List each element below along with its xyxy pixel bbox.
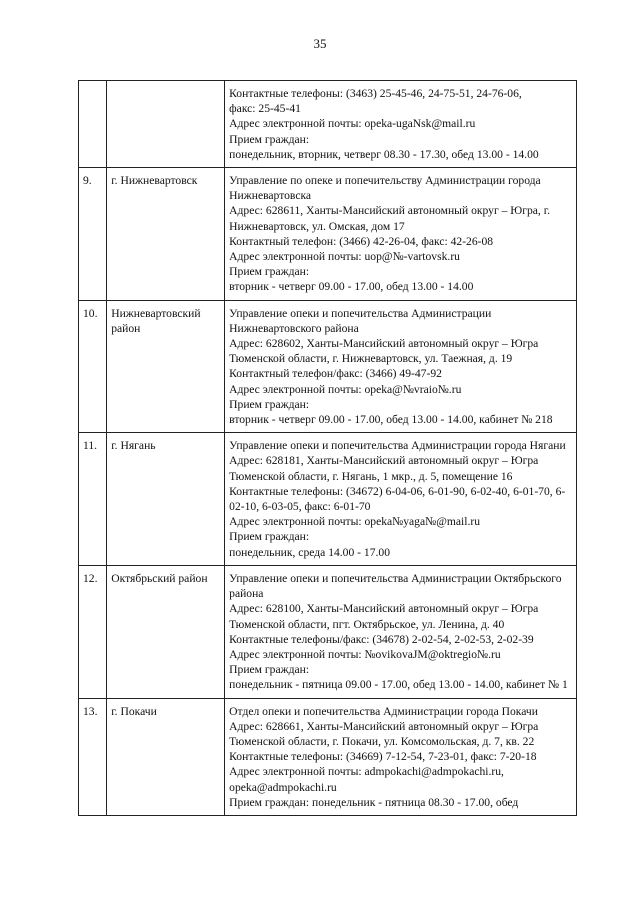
detail-line: понедельник - пятница 09.00 - 17.00, обед 13.00 - 14.00, кабинет № 1: [229, 678, 568, 692]
detail-line: вторник - четверг 09.00 - 17.00, обед 13.00 - 14.00, кабинет № 218: [229, 413, 553, 427]
row-number: 13.: [79, 698, 107, 815]
detail-line: факс: 25-45-41: [229, 102, 301, 116]
detail-line: понедельник, среда 14.00 - 17.00: [229, 545, 391, 559]
office-details: [225, 565, 577, 698]
office-details: [225, 433, 577, 566]
detail-line: Адрес электронной почты: opeka№yaga№@mail.ru: [229, 515, 481, 529]
municipality-name: г. Нягань: [107, 433, 225, 566]
detail-line: Адрес электронной почты: admpokachi@admpokachi.ru, opeka@admpokachi.ru: [229, 765, 504, 794]
detail-line: Контактные телефоны: (34672) 6-04-06, 6-01-90, 6-02-40, 6-01-70, 6-02-10, 6-03-05, факс: 6-01-70: [229, 484, 566, 514]
office-details: [225, 698, 577, 815]
table-row: [79, 81, 577, 168]
detail-line: Адрес: 628611, Ханты-Мансийский автономный округ – Югра, г. Нижневартовск, ул. Омская, дом 17: [229, 204, 551, 233]
row-number: 10.: [79, 300, 107, 433]
table-row: [79, 565, 577, 698]
detail-line: Прием граждан:: [229, 265, 310, 279]
guardianship-offices-table: [78, 80, 577, 816]
page-number: 35: [313, 36, 327, 51]
detail-line: вторник - четверг 09.00 - 17.00, обед 13.00 - 14.00: [229, 280, 474, 294]
detail-line: Управление по опеке и попечительству Администрации города Нижневартовска: [229, 174, 541, 203]
detail-line: Управление опеки и попечительства Администрации города Нягани: [229, 439, 566, 453]
municipality-name: Октябрьский район: [107, 565, 225, 698]
municipality-name: г. Нижневартовск: [107, 168, 225, 301]
office-details: [225, 168, 577, 301]
detail-line: Адрес: 628100, Ханты-Мансийский автономный округ – Югра Тюменской области, пгт. Октябрьское, ул. Ленина, д. 40: [229, 602, 539, 631]
detail-line: понедельник, вторник, четверг 08.30 - 17.30, обед 13.00 - 14.00: [229, 147, 539, 161]
table-row: [79, 698, 577, 815]
table-row: [79, 168, 577, 301]
detail-line: Контактные телефоны: (34669) 7-12-54, 7-23-01, факс: 7-20-18: [229, 750, 537, 764]
detail-line: Управление опеки и попечительства Администрации Октябрьского района: [229, 571, 562, 601]
office-details: [225, 81, 577, 168]
municipality-name: [107, 81, 225, 168]
row-number: 12.: [79, 565, 107, 698]
municipality-name: г. Покачи: [107, 698, 225, 815]
detail-line: Адрес: 628602, Ханты-Мансийский автономный округ – Югра Тюменской области, г. Нижневартовск, ул. Таежная, д. 19: [229, 337, 539, 366]
detail-line: Прием граждан: понедельник - пятница 08.30 - 17.00, обед: [229, 795, 519, 809]
detail-line: Контактный телефон: (3466) 42-26-04, факс: 42-26-08: [229, 234, 494, 248]
detail-line: Адрес электронной почты: opeka@№vraio№.ru: [229, 382, 462, 396]
detail-line: Контактные телефоны: (3463) 25-45-46, 24-75-51, 24-76-06,: [229, 87, 522, 100]
table-row: [79, 300, 577, 433]
detail-line: Прием граждан:: [229, 132, 310, 146]
detail-line: Прием граждан:: [229, 397, 310, 411]
detail-line: Прием граждан:: [229, 663, 310, 677]
detail-line: Адрес: 628181, Ханты-Мансийский автономный округ – Югра Тюменской области, г. Нягань, 1 мкр., д. 5, помещение 16: [229, 454, 539, 483]
detail-line: Отдел опеки и попечительства Администрации города Покачи: [229, 704, 538, 718]
detail-line: Прием граждан:: [229, 530, 310, 544]
table-row: [79, 433, 577, 566]
detail-line: Управление опеки и попечительства Администрации Нижневартовского района: [229, 306, 492, 335]
municipality-name: Нижневартовский район: [107, 300, 225, 433]
detail-line: Адрес электронной почты: uop@№-vartovsk.ru: [229, 250, 460, 264]
detail-line: Адрес: 628661, Ханты-Мансийский автономный округ – Югра Тюменской области, г. Покачи, ул. Комсомольская, д. 7, кв. 22: [229, 719, 539, 748]
row-number: 11.: [79, 433, 107, 566]
office-details: [225, 300, 577, 433]
row-number: [79, 81, 107, 168]
detail-line: Адрес электронной почты: №ovikovaJM@oktregio№.ru: [229, 647, 501, 661]
row-number: 9.: [79, 168, 107, 301]
detail-line: Адрес электронной почты: opeka-ugaNsk@mail.ru: [229, 117, 476, 131]
detail-line: Контактные телефоны/факс: (34678) 2-02-54, 2-02-53, 2-02-39: [229, 632, 534, 646]
detail-line: Контактный телефон/факс: (3466) 49-47-92: [229, 367, 442, 381]
